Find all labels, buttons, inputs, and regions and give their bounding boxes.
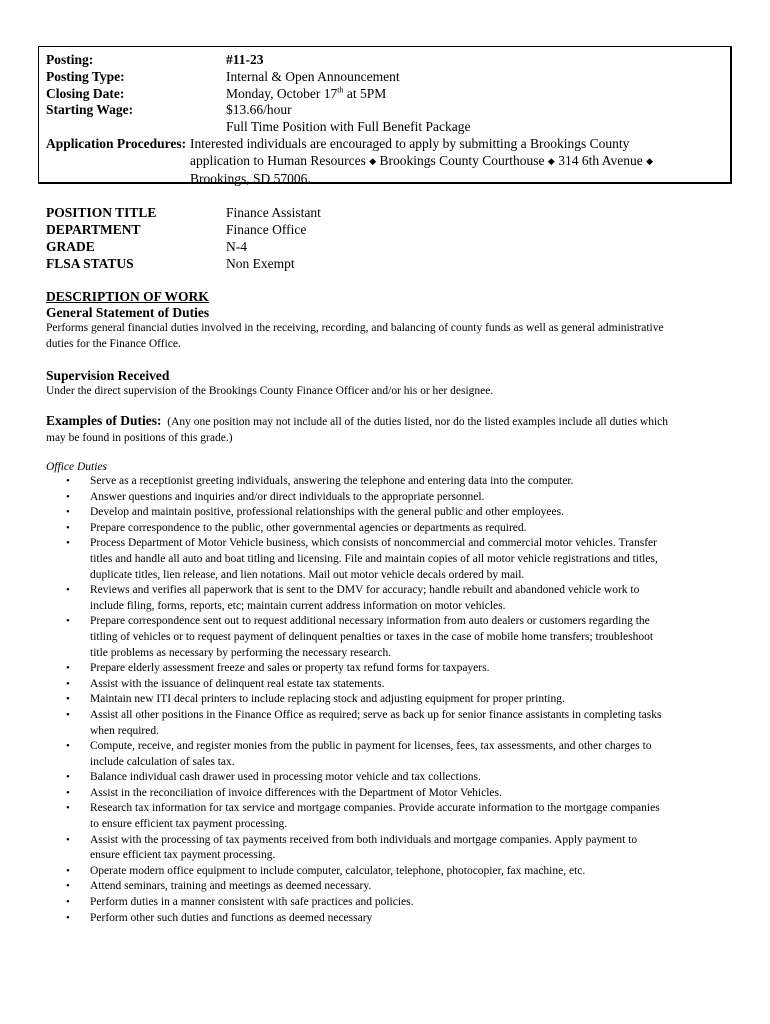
posting-type-label: Posting Type:	[46, 69, 125, 84]
benefits-value: Full Time Position with Full Benefit Package	[226, 119, 471, 134]
bullet-icon: •	[66, 740, 70, 753]
examples-of-duties-heading: Examples of Duties:	[46, 413, 162, 428]
duty-text-line: title problems as necessary by performing the necessary research.	[90, 646, 392, 659]
duty-text-line: ensure efficient tax payment processing.	[90, 849, 276, 862]
bullet-icon: •	[66, 693, 70, 706]
posting-label: Posting:	[46, 52, 94, 67]
department-label: DEPARTMENT	[46, 222, 141, 237]
grade-value: N-4	[226, 239, 247, 254]
examples-of-duties-text: Examples of Duties: (Any one position may not include all of the duties listed, nor do the listed examples include all duties which may be found in positions of this grade.)	[46, 413, 669, 444]
bullet-icon: •	[66, 521, 70, 534]
duty-text-line: Assist in the reconciliation of invoice differences with the Department of Motor Vehicles.	[90, 786, 502, 799]
duty-text-line: Perform other such duties and functions as deemed necessary	[90, 911, 373, 924]
duty-item	[46, 739, 736, 770]
duty-text-line: Balance individual cash drawer used in processing motor vehicle and tax collections.	[90, 771, 481, 784]
duty-item	[46, 474, 736, 490]
duty-item	[46, 505, 736, 521]
closing-date-label: Closing Date:	[46, 86, 125, 101]
duty-text-line: Maintain new ITI decal printers to include replacing stock and adjusting equipment for proper printing.	[90, 693, 565, 706]
bullet-icon: •	[66, 771, 70, 784]
duty-item	[46, 677, 736, 693]
duty-text-line: Assist with the processing of tax payments received from both individuals and mortgage companies. Apply payment to	[90, 833, 638, 846]
office-duties-list	[46, 474, 736, 926]
application-procedures-text: Interested individuals are encouraged to apply by submitting a Brookings County application to Human Resources ◆ Brookings County Courthouse ◆ 314 6th Avenue ◆ Brookings, SD 57006.	[190, 136, 653, 186]
general-statement-heading: General Statement of Duties	[46, 305, 210, 320]
duty-item	[46, 490, 736, 506]
bullet-icon: •	[66, 833, 70, 846]
duty-item	[46, 786, 736, 802]
duty-text-line: Develop and maintain positive, professional relationships with the general public and other employees.	[90, 506, 564, 519]
duty-text-line: include calculation of sales tax.	[90, 755, 235, 768]
bullet-icon: •	[66, 584, 70, 597]
bullet-icon: •	[66, 537, 70, 550]
starting-wage-value: $13.66/hour	[226, 102, 292, 117]
starting-wage-label: Starting Wage:	[46, 102, 134, 117]
supervision-received-heading: Supervision Received	[46, 368, 170, 383]
bullet-icon: •	[66, 506, 70, 519]
duty-item	[46, 692, 736, 708]
duty-text-line: titles and handle all auto and boat titling and licensing. File and maintain copies of all motor vehicle registrations and titles,	[90, 552, 658, 565]
duty-text-line: Compute, receive, and register monies from the public in payment for licenses, fees, tax assessments, and other charges to	[90, 740, 652, 753]
bullet-icon: •	[66, 911, 70, 924]
duty-item	[46, 536, 736, 583]
duty-item	[46, 708, 736, 739]
duty-text-line: include filing, forms, reports, etc; maintain current address information on motor vehicles.	[90, 599, 506, 612]
duty-text-line: Prepare correspondence to the public, other governmental agencies or departments as required.	[90, 521, 527, 534]
duty-text-line: Process Department of Motor Vehicle business, which consists of noncommercial and commercial motor vehicles. Transfer	[90, 537, 657, 550]
closing-date-value: Monday, October 17th at 5PM	[226, 85, 387, 101]
duty-item	[46, 895, 736, 911]
duty-item	[46, 614, 736, 661]
duty-text-line: Assist all other positions in the Finance Office as required; serve as back up for senior finance assistants in completing tasks	[90, 708, 662, 721]
bullet-icon: •	[66, 615, 70, 628]
supervision-received-text: Under the direct supervision of the Brookings County Finance Officer and/or his or her designee.	[46, 385, 494, 397]
bullet-icon: •	[66, 864, 70, 877]
duty-item	[46, 583, 736, 614]
bullet-icon: •	[66, 880, 70, 893]
position-title-value: Finance Assistant	[226, 205, 321, 220]
duty-text-line: Assist with the issuance of delinquent real estate tax statements.	[90, 677, 385, 690]
grade-label: GRADE	[46, 239, 95, 254]
bullet-icon: •	[66, 708, 70, 721]
duty-text-line: Attend seminars, training and meetings as deemed necessary.	[90, 880, 372, 893]
duty-item	[46, 879, 736, 895]
duty-text-line: Perform duties in a manner consistent with safe practices and policies.	[90, 896, 414, 909]
duty-item	[46, 801, 736, 832]
duty-item	[46, 770, 736, 786]
office-duties-heading: Office Duties	[46, 461, 107, 473]
department-value: Finance Office	[226, 222, 307, 237]
duty-text-line: to ensure efficient tax payment processing.	[90, 818, 288, 831]
duty-item	[46, 661, 736, 677]
duty-text-line: Answer questions and inquiries and/or direct individuals to the appropriate personnel.	[90, 490, 485, 503]
duty-text-line: when required.	[90, 724, 159, 737]
position-title-label: POSITION TITLE	[46, 205, 157, 220]
duty-text-line: Serve as a receptionist greeting individuals, answering the telephone and entering data into the computer.	[90, 475, 574, 487]
duty-text-line: Reviews and verifies all paperwork that is sent to the DMV for accuracy; handle rebuilt and abandoned vehicle work to	[90, 584, 640, 597]
duty-text-line: Prepare elderly assessment freeze and sales or property tax refund forms for taxpayers.	[90, 662, 490, 675]
flsa-status-label: FLSA STATUS	[46, 256, 134, 271]
flsa-status-value: Non Exempt	[226, 256, 295, 271]
duty-item	[46, 864, 736, 880]
duty-text-line: titling of vehicles or to request payment of delinquent penalties or taxes in the case of mobile home transfers; troubleshoot	[90, 630, 654, 643]
duty-text-line: Operate modern office equipment to include computer, calculator, telephone, photocopier, fax machine, etc.	[90, 864, 586, 877]
duty-item	[46, 521, 736, 537]
posting-value: #11-23	[226, 52, 264, 67]
bullet-icon: •	[66, 490, 70, 503]
bullet-icon: •	[66, 896, 70, 909]
duty-text-line: Prepare correspondence sent out to request additional necessary information from auto dealers or customers regarding the	[90, 615, 650, 628]
posting-type-value: Internal & Open Announcement	[226, 69, 400, 84]
bullet-icon: •	[66, 677, 70, 690]
duty-item	[46, 833, 736, 864]
duty-text-line: duplicate titles, lien release, and lien notations. Mail out motor vehicle decals ordered by mail.	[90, 568, 525, 581]
duty-text-line: Research tax information for tax service and mortgage companies. Provide accurate information to the mortgage companies	[90, 802, 660, 815]
general-statement-text: Performs general financial duties involved in the receiving, recording, and balancing of county funds as well as general administrative duties for the Finance Office.	[46, 322, 664, 350]
description-of-work-heading: DESCRIPTION OF WORK	[46, 289, 209, 304]
duty-item	[46, 911, 736, 927]
bullet-icon: •	[66, 802, 70, 815]
bullet-icon: •	[66, 662, 70, 675]
application-procedures-label: Application Procedures:	[46, 136, 187, 151]
bullet-icon: •	[66, 786, 70, 799]
bullet-icon: •	[66, 475, 70, 487]
